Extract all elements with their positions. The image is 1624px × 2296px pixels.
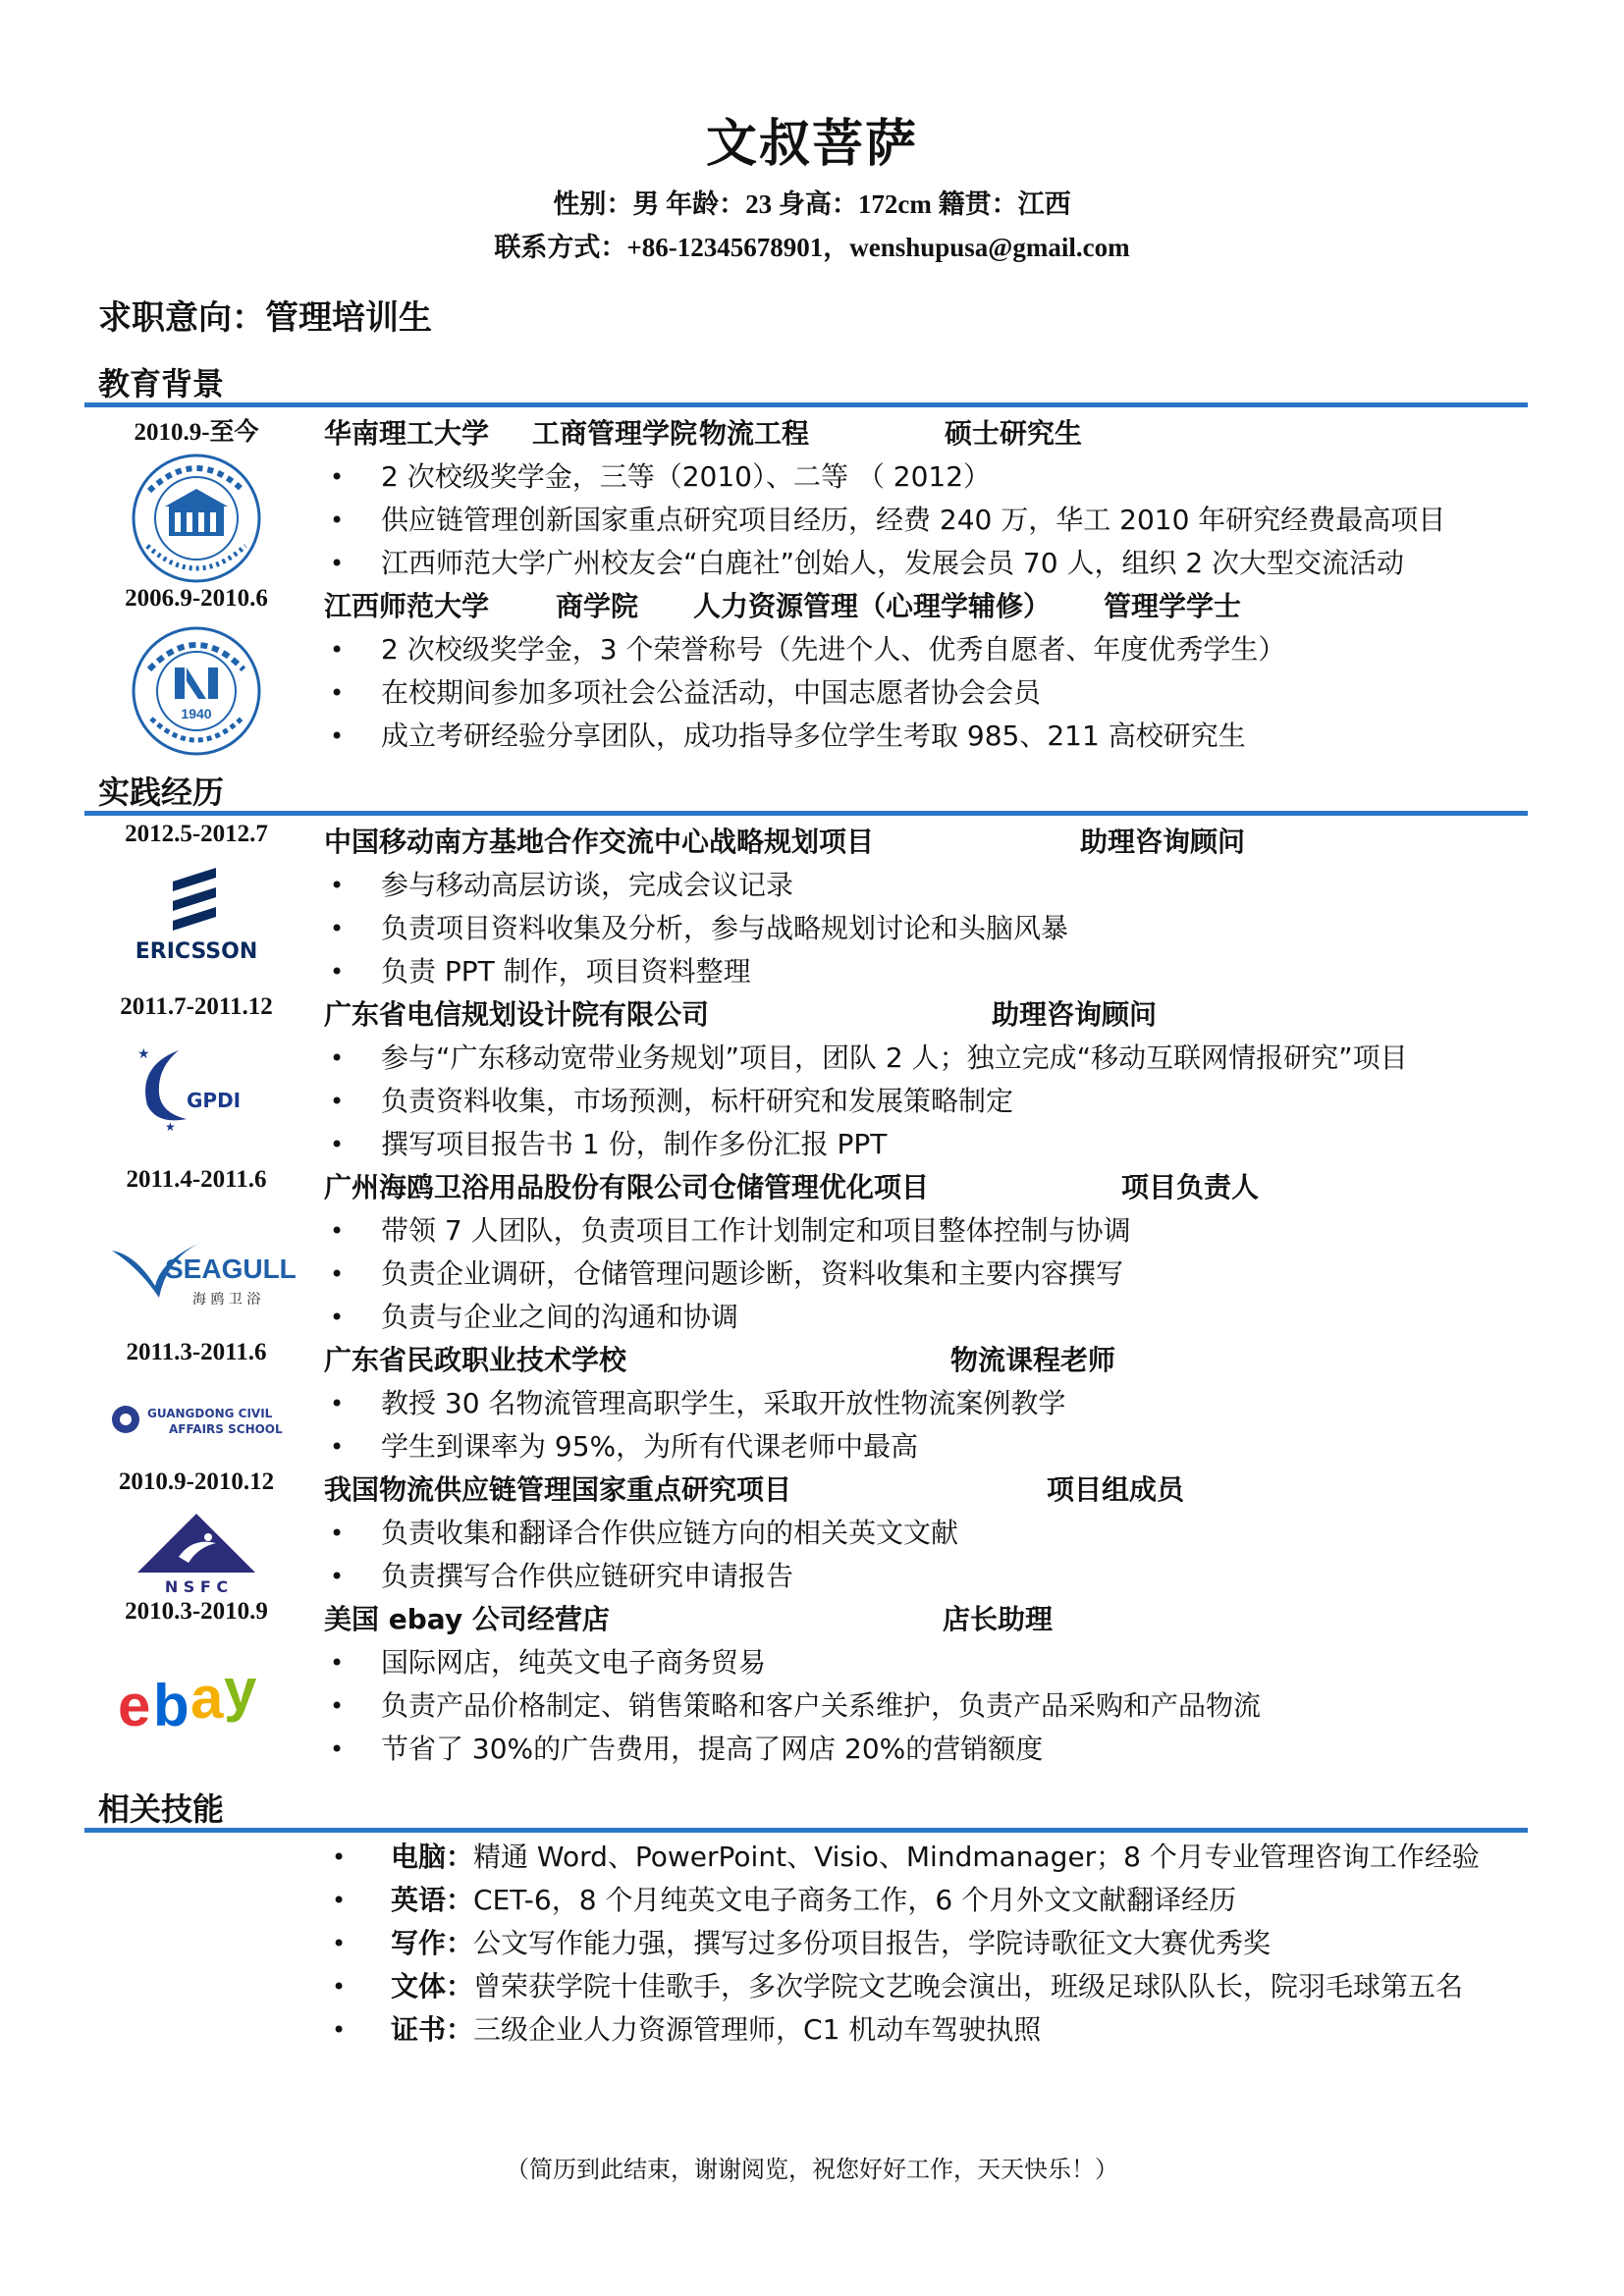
entry-heading: [324, 821, 1245, 860]
list-item: • 在校期间参加多项社会公益活动，中国志愿者协会会员: [324, 671, 1285, 715]
role-name: 项目组成员: [1047, 1473, 1185, 1506]
list-item: • 江西师范大学广州校友会“白鹿社”创始人，发展会员 70 人，组织 2 次大型交流活动: [324, 542, 1445, 585]
logo-wordmark: SEAGULL: [165, 1254, 297, 1284]
skill-label: 英语：: [391, 1884, 474, 1916]
entry-heading: [324, 1598, 1053, 1637]
list-item: • 负责 PPT 制作，项目资料整理: [324, 950, 1068, 993]
entry-bullets: [324, 1209, 1131, 1339]
entry-bullets: [324, 1512, 958, 1598]
major-name: 物流工程: [699, 417, 810, 450]
svg-text:★: ★: [137, 1046, 150, 1062]
entry-heading: [324, 1468, 1184, 1508]
logo-wordmark: GPDI: [187, 1089, 242, 1112]
list-item: • 负责项目资料收集及分析，参与战略规划讨论和头脑风暴: [324, 907, 1068, 950]
list-item: • 供应链管理创新国家重点研究项目经历，经费 240 万，华工 2010 年研究经费最高项目: [324, 499, 1445, 542]
skill-text: 曾荣获学院十佳歌手，多次学院文艺晚会演出，班级足球队队长，院羽毛球第五名: [473, 1970, 1464, 2002]
logo-subtext: 海 鸥 卫 浴: [192, 1292, 261, 1308]
jxnu-seal-icon: [130, 624, 263, 758]
org-name: 中国移动南方基地合作交流中心战略规划项目: [324, 826, 875, 858]
list-item: • 负责撰写合作供应链研究申请报告: [324, 1555, 958, 1598]
list-item: • 带领 7 人团队，负责项目工作计划制定和项目整体控制与协调: [324, 1209, 1131, 1253]
entry-date: 2011.7-2011.12: [120, 993, 273, 1020]
section-title-education: 教育背景: [98, 365, 225, 402]
role-name: 助理咨询顾问: [1080, 826, 1246, 858]
entry-date: 2010.9-2010.12: [118, 1468, 275, 1495]
personal-info: 性别：男 年龄：23 身高：172cm 籍贯：江西: [553, 189, 1071, 219]
section-divider: [84, 1828, 1528, 1833]
logo-wordmark: N S F C: [164, 1577, 229, 1596]
entry-heading: [324, 412, 1082, 452]
entry-date: 2010.3-2010.9: [125, 1598, 268, 1625]
school-name: 江西师范大学: [324, 590, 490, 622]
svg-text:e: e: [118, 1673, 151, 1738]
logo-wordmark: GUANGDONG CIVIL: [147, 1407, 273, 1420]
role-name: 物流课程老师: [950, 1344, 1116, 1376]
list-item: [324, 1879, 1480, 1922]
school-name: 华南理工大学: [324, 417, 490, 450]
skills-list: [324, 1836, 1480, 2052]
section-divider: [84, 402, 1528, 407]
svg-text:b: b: [153, 1673, 189, 1738]
section-divider: [84, 811, 1528, 816]
section-title-skills: 相关技能: [98, 1790, 225, 1828]
entry-date: 2006.9-2010.6: [125, 585, 268, 612]
list-item: • 负责与企业之间的沟通和协调: [324, 1296, 1131, 1339]
entry-bullets: [324, 1641, 1261, 1771]
degree-name: 硕士研究生: [945, 417, 1083, 450]
list-item: [324, 2008, 1480, 2052]
ericsson-logo-icon: [118, 860, 275, 968]
list-item: • 教授 30 名物流管理高职学生，采取开放性物流案例教学: [324, 1382, 1065, 1425]
org-name: 我国物流供应链管理国家重点研究项目: [324, 1473, 792, 1506]
list-item: • 撰写项目报告书 1 份，制作多份汇报 PPT: [324, 1123, 1408, 1166]
scut-seal-icon: [130, 452, 263, 585]
list-item: • 负责产品价格制定、销售策略和客户关系维护，负责产品采购和产品物流: [324, 1684, 1261, 1728]
list-item: [324, 1922, 1480, 1965]
section-title-practice: 实践经历: [98, 774, 225, 811]
school-logo-icon: [108, 1390, 285, 1449]
logo-wordmark: ERICSSON: [135, 939, 258, 964]
list-item: • 2 次校级奖学金，三等（2010）、二等 （ 2012）: [324, 455, 1445, 499]
list-item: • 负责企业调研，仓储管理问题诊断，资料收集和主要内容撰写: [324, 1253, 1131, 1296]
list-item: • 国际网店，纯英文电子商务贸易: [324, 1641, 1261, 1684]
gpdi-logo-icon: [118, 1037, 275, 1135]
entry-heading: [324, 1339, 1115, 1378]
college-name: 商学院: [556, 590, 639, 622]
closing-note: （简历到此结束，谢谢阅览，祝您好好工作，天天快乐！）: [506, 2156, 1118, 2183]
entry-heading: [324, 585, 1241, 624]
entry-bullets: [324, 1382, 1065, 1468]
degree-name: 管理学学士: [1104, 590, 1242, 622]
resume-header: [0, 106, 1624, 269]
list-item: • 学生到课率为 95%，为所有代课老师中最高: [324, 1425, 1065, 1468]
role-name: 助理咨询顾问: [992, 998, 1158, 1031]
list-item: • 节省了 30%的广告费用，提高了网店 20%的营销额度: [324, 1728, 1261, 1771]
ebay-logo-icon: [114, 1649, 281, 1747]
skill-text: 精通 Word、PowerPoint、Visio、Mindmanager；8 个月专业管理咨询工作经验: [473, 1841, 1480, 1873]
org-name: 广东省民政职业技术学校: [324, 1344, 627, 1376]
list-item: • 负责收集和翻译合作供应链方向的相关英文文献: [324, 1512, 958, 1555]
org-name: 广东省电信规划设计院有限公司: [324, 998, 710, 1031]
entry-bullets: [324, 1037, 1408, 1166]
entry-date: 2010.9-至今: [134, 419, 259, 446]
list-item: • 参与移动高层访谈，完成会议记录: [324, 864, 1068, 907]
entry-bullets: [324, 628, 1285, 758]
nsfc-logo-icon: [130, 1508, 263, 1596]
candidate-name: 文叔菩萨: [705, 115, 918, 174]
entry-date: 2011.3-2011.6: [126, 1339, 267, 1365]
role-name: 项目负责人: [1121, 1171, 1260, 1203]
job-objective: 求职意向：管理培训生: [98, 298, 432, 338]
skill-label: 证书：: [391, 2013, 474, 2046]
org-name: 广州海鸥卫浴用品股份有限公司仓储管理优化项目: [324, 1171, 930, 1203]
entry-bullets: [324, 455, 1445, 585]
org-name: 美国 ebay 公司经营店: [324, 1603, 610, 1635]
list-item: • 负责资料收集，市场预测，标杆研究和发展策略制定: [324, 1080, 1408, 1123]
major-name: 人力资源管理（心理学辅修）: [693, 590, 1052, 622]
list-item: • 2 次校级奖学金，3 个荣誉称号（先进个人、优秀自愿者、年度优秀学生）: [324, 628, 1285, 671]
seal-year: 1940: [181, 706, 212, 721]
list-item: • 参与“广东移动宽带业务规划”项目，团队 2 人；独立完成“移动互联网情报研究”项目: [324, 1037, 1408, 1080]
logo-subtext: AFFAIRS SCHOOL: [169, 1422, 283, 1436]
entry-heading: [324, 1166, 1259, 1205]
entry-date: 2012.5-2012.7: [125, 821, 268, 847]
skill-label: 电脑：: [391, 1841, 474, 1873]
contact-info: 联系方式：+86-12345678901，wenshupusa@gmail.com: [494, 233, 1130, 262]
list-item: [324, 1836, 1480, 1879]
seagull-logo-icon: [106, 1225, 297, 1313]
entry-date: 2011.4-2011.6: [126, 1166, 267, 1193]
skill-label: 写作：: [391, 1927, 474, 1959]
college-name: 工商管理学院: [532, 417, 698, 450]
skill-text: 公文写作能力强，撰写过多份项目报告，学院诗歌征文大赛优秀奖: [473, 1927, 1272, 1959]
skill-text: CET-6，8 个月纯英文电子商务工作，6 个月外文文献翻译经历: [473, 1884, 1237, 1916]
list-item: [324, 1965, 1480, 2008]
skill-label: 文体：: [391, 1970, 474, 2002]
entry-bullets: [324, 864, 1068, 993]
svg-text:a: a: [190, 1665, 224, 1731]
entry-heading: [324, 993, 1157, 1033]
skill-text: 三级企业人力资源管理师，C1 机动车驾驶执照: [473, 2013, 1042, 2046]
svg-text:y: y: [224, 1657, 257, 1723]
svg-text:★: ★: [165, 1120, 176, 1134]
role-name: 店长助理: [943, 1603, 1054, 1635]
list-item: • 成立考研经验分享团队，成功指导多位学生考取 985、211 高校研究生: [324, 715, 1285, 758]
